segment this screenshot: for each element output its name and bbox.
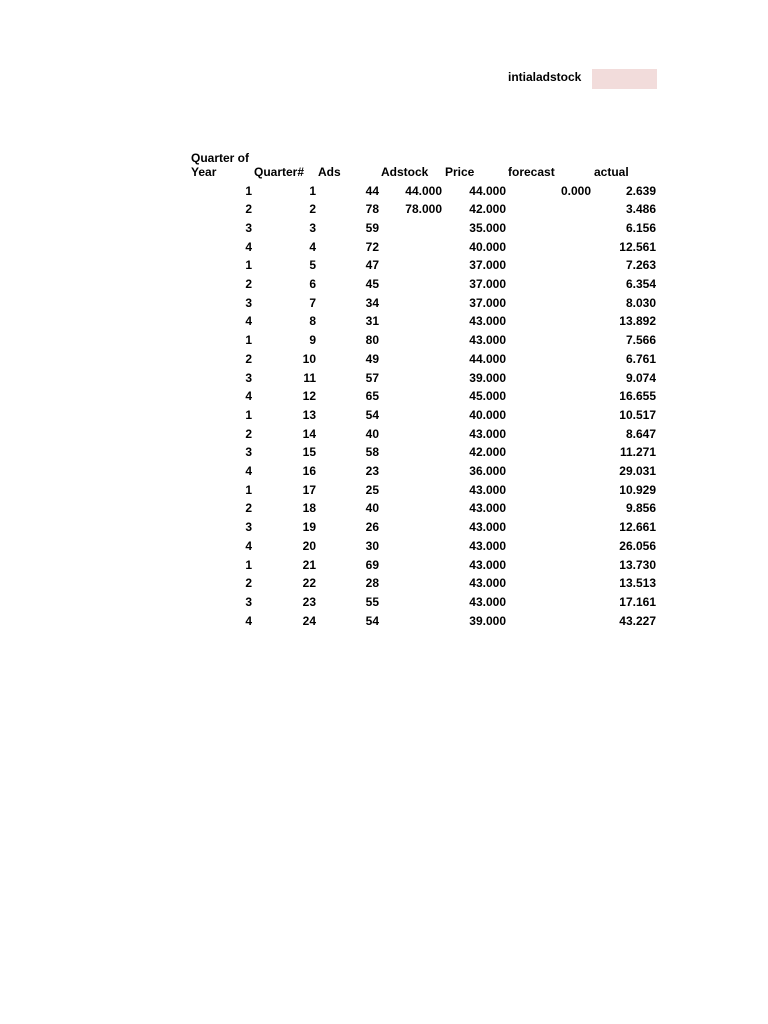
actual-cell[interactable]: 10.929 bbox=[619, 482, 656, 497]
table-row bbox=[0, 520, 768, 538]
table-row bbox=[0, 389, 768, 407]
quarter-number-cell[interactable]: 19 bbox=[302, 520, 316, 535]
ads-cell[interactable]: 47 bbox=[365, 258, 379, 273]
table-row bbox=[0, 371, 768, 389]
quarter-number-cell[interactable]: 10 bbox=[302, 351, 316, 366]
actual-cell[interactable]: 16.655 bbox=[619, 389, 656, 404]
price-cell[interactable]: 45.000 bbox=[469, 389, 506, 404]
actual-cell[interactable]: 3.486 bbox=[625, 202, 656, 217]
table-row bbox=[0, 501, 768, 519]
table-row bbox=[0, 614, 768, 632]
price-cell[interactable]: 39.000 bbox=[469, 370, 506, 385]
table-row bbox=[0, 333, 768, 351]
ads-cell[interactable]: 65 bbox=[365, 389, 379, 404]
actual-cell[interactable]: 6.761 bbox=[625, 351, 656, 366]
adstock-cell[interactable]: 44.000 bbox=[405, 183, 442, 198]
ads-cell[interactable]: 72 bbox=[365, 239, 379, 254]
quarter-number-cell[interactable]: 16 bbox=[302, 464, 316, 478]
price-cell[interactable]: 39.000 bbox=[469, 613, 506, 628]
actual-cell[interactable]: 9.856 bbox=[625, 501, 656, 516]
quarter-number-cell[interactable]: 22 bbox=[302, 576, 316, 591]
quarter-number-cell[interactable]: 2 bbox=[309, 202, 316, 217]
quarter-of-year-cell[interactable]: 2 bbox=[245, 426, 252, 441]
quarter-of-year-cell[interactable]: 4 bbox=[245, 314, 252, 329]
actual-cell[interactable]: 6.354 bbox=[625, 277, 656, 291]
quarter-number-cell[interactable]: 12 bbox=[302, 389, 316, 404]
quarter-of-year-cell[interactable]: 1 bbox=[245, 407, 252, 422]
ads-cell[interactable]: 34 bbox=[365, 295, 379, 310]
header-quarter-number: Quarter# bbox=[254, 165, 305, 179]
actual-cell[interactable]: 7.566 bbox=[625, 333, 656, 348]
quarter-of-year-cell[interactable]: 1 bbox=[245, 258, 252, 273]
actual-cell[interactable]: 12.561 bbox=[619, 239, 656, 254]
actual-cell[interactable]: 13.892 bbox=[619, 314, 656, 329]
quarter-number-cell[interactable]: 7 bbox=[309, 295, 316, 310]
quarter-of-year-cell[interactable]: 3 bbox=[245, 445, 252, 460]
actual-cell[interactable]: 9.074 bbox=[625, 370, 656, 385]
actual-cell[interactable]: 26.056 bbox=[619, 538, 656, 553]
price-cell[interactable]: 43.000 bbox=[469, 333, 506, 348]
table-row bbox=[0, 202, 768, 220]
table-row bbox=[0, 445, 768, 463]
ads-cell[interactable]: 40 bbox=[365, 501, 379, 516]
header-adstock: Adstock bbox=[381, 165, 429, 179]
quarter-of-year-cell[interactable]: 4 bbox=[245, 389, 252, 404]
quarter-number-cell[interactable]: 8 bbox=[309, 314, 316, 329]
initial-adstock-input-cell[interactable] bbox=[592, 69, 657, 89]
price-cell[interactable]: 40.000 bbox=[469, 407, 506, 422]
price-cell[interactable]: 43.000 bbox=[469, 520, 506, 535]
header-ads: Ads bbox=[318, 165, 341, 179]
ads-cell[interactable]: 28 bbox=[365, 576, 379, 591]
price-cell[interactable]: 43.000 bbox=[469, 482, 506, 497]
ads-cell[interactable]: 25 bbox=[365, 482, 379, 497]
quarter-number-cell[interactable]: 1 bbox=[309, 183, 316, 198]
table-row bbox=[0, 576, 768, 594]
ads-cell[interactable]: 54 bbox=[365, 613, 379, 628]
table-row bbox=[0, 221, 768, 239]
actual-cell[interactable]: 8.647 bbox=[625, 426, 656, 441]
quarter-of-year-cell[interactable]: 3 bbox=[245, 220, 252, 235]
quarter-number-cell[interactable]: 9 bbox=[309, 333, 316, 348]
table-row bbox=[0, 184, 768, 202]
price-cell[interactable]: 40.000 bbox=[469, 239, 506, 254]
table-row bbox=[0, 427, 768, 445]
price-cell[interactable]: 44.000 bbox=[469, 183, 506, 198]
quarter-of-year-cell[interactable]: 2 bbox=[245, 351, 252, 366]
quarter-of-year-cell[interactable]: 4 bbox=[245, 239, 252, 254]
quarter-of-year-cell[interactable]: 4 bbox=[245, 464, 252, 478]
ads-cell[interactable]: 31 bbox=[365, 314, 379, 329]
table-row bbox=[0, 595, 768, 613]
ads-cell[interactable]: 59 bbox=[365, 220, 379, 235]
quarter-number-cell[interactable]: 17 bbox=[302, 482, 316, 497]
price-cell[interactable]: 37.000 bbox=[469, 258, 506, 273]
ads-cell[interactable]: 54 bbox=[365, 407, 379, 422]
ads-cell[interactable]: 26 bbox=[365, 520, 379, 535]
ads-cell[interactable]: 49 bbox=[365, 351, 379, 366]
quarter-number-cell[interactable]: 24 bbox=[302, 613, 316, 628]
ads-cell[interactable]: 55 bbox=[365, 594, 379, 609]
quarter-number-cell[interactable]: 23 bbox=[302, 594, 316, 609]
price-cell[interactable]: 43.000 bbox=[469, 501, 506, 516]
actual-cell[interactable]: 13.513 bbox=[619, 576, 656, 591]
quarter-number-cell[interactable]: 13 bbox=[302, 407, 316, 422]
actual-cell[interactable]: 11.271 bbox=[619, 445, 656, 460]
forecast-cell[interactable]: 0.000 bbox=[560, 183, 591, 198]
table-row bbox=[0, 408, 768, 426]
initial-adstock-label: intialadstock bbox=[508, 70, 582, 84]
price-cell[interactable]: 43.000 bbox=[469, 314, 506, 329]
table-row bbox=[0, 558, 768, 576]
quarter-number-cell[interactable]: 4 bbox=[309, 239, 316, 254]
quarter-of-year-cell[interactable]: 2 bbox=[245, 576, 252, 591]
actual-cell[interactable]: 13.730 bbox=[619, 557, 656, 572]
ads-cell[interactable]: 40 bbox=[365, 426, 379, 441]
ads-cell[interactable]: 78 bbox=[365, 202, 379, 217]
quarter-of-year-cell[interactable]: 3 bbox=[245, 520, 252, 535]
price-cell[interactable]: 36.000 bbox=[469, 464, 506, 478]
header-quarter-of-year-line2: Year bbox=[191, 165, 217, 179]
table-row bbox=[0, 258, 768, 276]
quarter-number-cell[interactable]: 3 bbox=[309, 220, 316, 235]
quarter-of-year-cell[interactable]: 2 bbox=[245, 501, 252, 516]
ads-cell[interactable]: 45 bbox=[365, 277, 379, 291]
price-cell[interactable]: 43.000 bbox=[469, 557, 506, 572]
quarter-number-cell[interactable]: 21 bbox=[302, 557, 316, 572]
table-row bbox=[0, 483, 768, 501]
quarter-of-year-cell[interactable]: 1 bbox=[245, 482, 252, 497]
ads-cell[interactable]: 58 bbox=[365, 445, 379, 460]
quarter-of-year-cell[interactable]: 3 bbox=[245, 594, 252, 609]
header-actual: actual bbox=[594, 165, 629, 179]
actual-cell[interactable]: 29.031 bbox=[619, 464, 656, 478]
price-cell[interactable]: 42.000 bbox=[469, 202, 506, 217]
quarter-number-cell[interactable]: 11 bbox=[303, 370, 316, 385]
table-row bbox=[0, 314, 768, 332]
price-cell[interactable]: 43.000 bbox=[469, 594, 506, 609]
quarter-of-year-cell[interactable]: 4 bbox=[245, 538, 252, 553]
actual-cell[interactable]: 7.263 bbox=[625, 258, 656, 273]
quarter-number-cell[interactable]: 20 bbox=[302, 538, 316, 553]
quarter-of-year-cell[interactable]: 4 bbox=[245, 613, 252, 628]
price-cell[interactable]: 42.000 bbox=[469, 445, 506, 460]
quarter-of-year-cell[interactable]: 1 bbox=[245, 183, 252, 198]
quarter-number-cell[interactable]: 18 bbox=[302, 501, 316, 516]
quarter-of-year-cell[interactable]: 1 bbox=[245, 333, 252, 348]
table-row bbox=[0, 240, 768, 258]
table-row bbox=[0, 464, 768, 482]
actual-cell[interactable]: 12.661 bbox=[619, 520, 656, 535]
table-row bbox=[0, 539, 768, 557]
header-forecast: forecast bbox=[508, 165, 555, 179]
ads-cell[interactable]: 44 bbox=[365, 183, 379, 198]
quarter-number-cell[interactable]: 15 bbox=[302, 445, 316, 460]
actual-cell[interactable]: 17.161 bbox=[619, 594, 656, 609]
ads-cell[interactable]: 30 bbox=[365, 538, 379, 553]
table-row bbox=[0, 277, 768, 295]
ads-cell[interactable]: 57 bbox=[365, 370, 379, 385]
adstock-cell[interactable]: 78.000 bbox=[405, 202, 442, 217]
actual-cell[interactable]: 8.030 bbox=[625, 295, 656, 310]
actual-cell[interactable]: 10.517 bbox=[619, 407, 656, 422]
price-cell[interactable]: 43.000 bbox=[469, 576, 506, 591]
header-quarter-of-year: Quarter of bbox=[191, 151, 250, 165]
price-cell[interactable]: 37.000 bbox=[469, 277, 506, 291]
actual-cell[interactable]: 6.156 bbox=[625, 220, 656, 235]
ads-cell[interactable]: 69 bbox=[365, 557, 379, 572]
price-cell[interactable]: 37.000 bbox=[469, 295, 506, 310]
quarter-number-cell[interactable]: 14 bbox=[302, 426, 316, 441]
header-price: Price bbox=[445, 165, 475, 179]
table-row bbox=[0, 296, 768, 314]
quarter-of-year-cell[interactable]: 3 bbox=[245, 370, 252, 385]
price-cell[interactable]: 44.000 bbox=[469, 351, 506, 366]
quarter-of-year-cell[interactable]: 3 bbox=[245, 295, 252, 310]
price-cell[interactable]: 35.000 bbox=[469, 220, 506, 235]
quarter-number-cell[interactable]: 5 bbox=[309, 258, 316, 273]
table-row bbox=[0, 352, 768, 370]
ads-cell[interactable]: 23 bbox=[365, 464, 379, 478]
actual-cell[interactable]: 43.227 bbox=[619, 613, 656, 628]
actual-cell[interactable]: 2.639 bbox=[625, 183, 656, 198]
quarter-number-cell[interactable]: 6 bbox=[309, 277, 316, 291]
price-cell[interactable]: 43.000 bbox=[469, 538, 506, 553]
quarter-of-year-cell[interactable]: 1 bbox=[245, 557, 252, 572]
price-cell[interactable]: 43.000 bbox=[469, 426, 506, 441]
quarter-of-year-cell[interactable]: 2 bbox=[245, 202, 252, 217]
ads-cell[interactable]: 80 bbox=[365, 333, 379, 348]
quarter-of-year-cell[interactable]: 2 bbox=[245, 277, 252, 291]
